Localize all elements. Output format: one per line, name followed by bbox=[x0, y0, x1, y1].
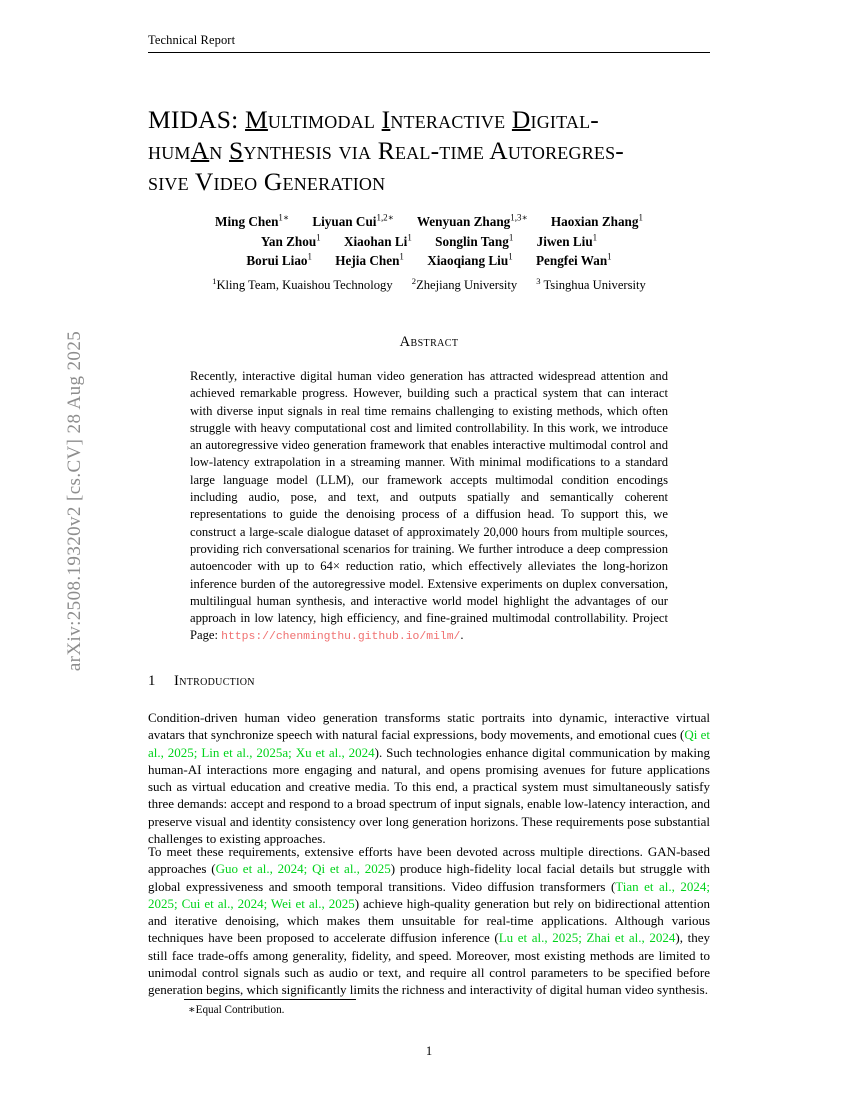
intro-paragraph-1 bbox=[148, 709, 710, 847]
par2-text-d: ), they still face trade-offs among generality, fidelity, and speed. Moreover, most existing methods are limited to unimodal control signals such as audio or text, and require all control parameters to be specified before generation begins, which significantly limits the richness and interactivity of digital human video synthesis. bbox=[148, 930, 710, 998]
running-header: Technical Report bbox=[148, 33, 236, 47]
page-title bbox=[148, 104, 710, 197]
citation-group[interactable]: Qi et al., 2025; Lin et al., 2025a; Xu et al., 2024 bbox=[148, 727, 710, 760]
title-word-synthesis: Synthesis bbox=[229, 136, 333, 165]
author-row bbox=[148, 212, 710, 232]
abstract-heading: Abstract bbox=[399, 334, 459, 350]
title-line3: sive Video Generation bbox=[148, 167, 386, 196]
title-word-via: via bbox=[338, 136, 372, 165]
author: Liyuan Cui$^{1,2∗}$ bbox=[312, 212, 394, 229]
author: Yan Zhou$^1$ bbox=[260, 232, 321, 249]
abstract-period: . bbox=[460, 628, 464, 643]
title-word-interactive: Interactive bbox=[381, 105, 506, 134]
project-page-link[interactable]: https://chenmingthu.github.io/milm/ bbox=[221, 631, 461, 644]
arxiv-stamp: arXiv:2508.19320v2 [cs.CV] 28 Aug 2025 bbox=[64, 330, 85, 672]
par2-text-b: ) produce high-fidelity local facial details but struggle with global expressiveness and smooth temporal transitions. Video diffusion transformers ( bbox=[148, 861, 711, 894]
par2-text-a: To meet these requirements, extensive efforts have been devoted across multiple directions. GAN-based approaches ( bbox=[148, 844, 710, 877]
author-row bbox=[148, 232, 710, 252]
section-number: 1 bbox=[148, 673, 156, 689]
footnote-rule bbox=[184, 999, 356, 1000]
affiliation: $^2$Zhejiang University bbox=[411, 275, 518, 292]
author: Songlin Tang$^1$ bbox=[435, 232, 514, 249]
title-word-multimodal: Multimodal bbox=[245, 105, 376, 134]
abstract-text bbox=[190, 368, 668, 647]
par2-text-c: ) achieve high-quality generation but rely on bidirectional attention and iterative denoising, which makes them unsuitable for real-time applications. Although various techniques have been proposed to accelerate diffusion inference ( bbox=[148, 895, 710, 946]
affiliation: $^3$ Tsinghua University bbox=[536, 275, 646, 292]
abstract-body: Recently, interactive digital human video generation has attracted widespread attention and achieved remarkable progress. However, building such a practical system that can interact with diverse input signals in real time remains challenging to existing methods, which often struggle with heavy computational cost and limited controllability. In this work, we introduce an autoregressive video generation framework that enables interactive multimodal control and low-latency extrapolation in a streaming manner. With minimal modifications to a standard large language model (LLM), our framework accepts multimodal condition encodings including audio, pose, and text, and outputs spatially and semantically coherent representations to guide the denoising process of a diffusion head. To support this, we construct a large-scale dialogue dataset of approximately 20,000 hours from multiple sources, providing rich conversational scenarios for training. We further introduce a deep compression autoencoder with up to 64× reduction ratio, which effectively alleviates the long-horizon inference burden of the autoregressive model. Extensive experiments on duplex conversation, multilingual human synthesis, and interactive world model highlight the advantages of our approach in low latency, high efficiency, and fine-grained multimodal controllability. Project Page: bbox=[190, 369, 668, 643]
author: Haoxian Zhang$^1$ bbox=[550, 212, 643, 229]
author: Xiaoqiang Liu$^1$ bbox=[427, 251, 513, 268]
affiliation-list bbox=[148, 275, 710, 293]
author: Ming Chen$^{1∗}$ bbox=[215, 212, 290, 229]
author-row bbox=[148, 251, 710, 271]
citation-group[interactable]: Lu et al., 2025; Zhai et al., 2024 bbox=[498, 930, 676, 946]
citation-group[interactable]: Tian et al., 2024; 2025; Cui et al., 2024; Wei et al., 2025 bbox=[148, 878, 710, 911]
author-list bbox=[148, 212, 710, 271]
author: Hejia Chen$^1$ bbox=[335, 251, 404, 268]
header-rule bbox=[148, 52, 710, 53]
author: Jiwen Liu$^1$ bbox=[536, 232, 598, 249]
title-line2-rest: Real-time Autoregres- bbox=[377, 136, 624, 165]
title-word-human: humAn bbox=[148, 136, 223, 165]
page-number: 1 bbox=[425, 1044, 433, 1058]
author: Pengfei Wan$^1$ bbox=[535, 251, 612, 268]
citation-group[interactable]: Guo et al., 2024; Qi et al., 2025 bbox=[215, 861, 391, 877]
footnote-equal-contribution: ∗Equal Contribution. bbox=[188, 1004, 285, 1016]
author: Wenyuan Zhang$^{1,3∗}$ bbox=[416, 212, 528, 229]
affiliation: $^1$Kling Team, Kuaishou Technology bbox=[212, 275, 393, 292]
intro-paragraph-2 bbox=[148, 843, 710, 999]
author: Xiaohan Li$^1$ bbox=[343, 232, 412, 249]
par1-text-b: ). Such technologies enhance digital communication by making human-AI interactions more engaging and natural, and opens promising avenues for future applications such as virtual education and creative media. To this end, a practical system must simultaneously satisfy three demands: accept and respond to a broad spectrum of input signals, enable low-latency interaction, and preserve visual and identity consistency over long generation horizons. These requirements pose substantial challenges to existing approaches. bbox=[148, 744, 711, 847]
title-word-digital: Digital- bbox=[511, 105, 599, 134]
section-heading-introduction bbox=[148, 673, 710, 690]
par1-text-a: Condition-driven human video generation transforms static portraits into dynamic, interactive virtual avatars that synchronize speech with natural facial expressions, body movements, and emotional cues ( bbox=[148, 710, 710, 743]
title-acronym: MIDAS: bbox=[148, 105, 239, 134]
page-content bbox=[148, 0, 710, 1100]
author: Borui Liao$^1$ bbox=[246, 251, 312, 268]
section-title: Introduction bbox=[174, 673, 255, 689]
